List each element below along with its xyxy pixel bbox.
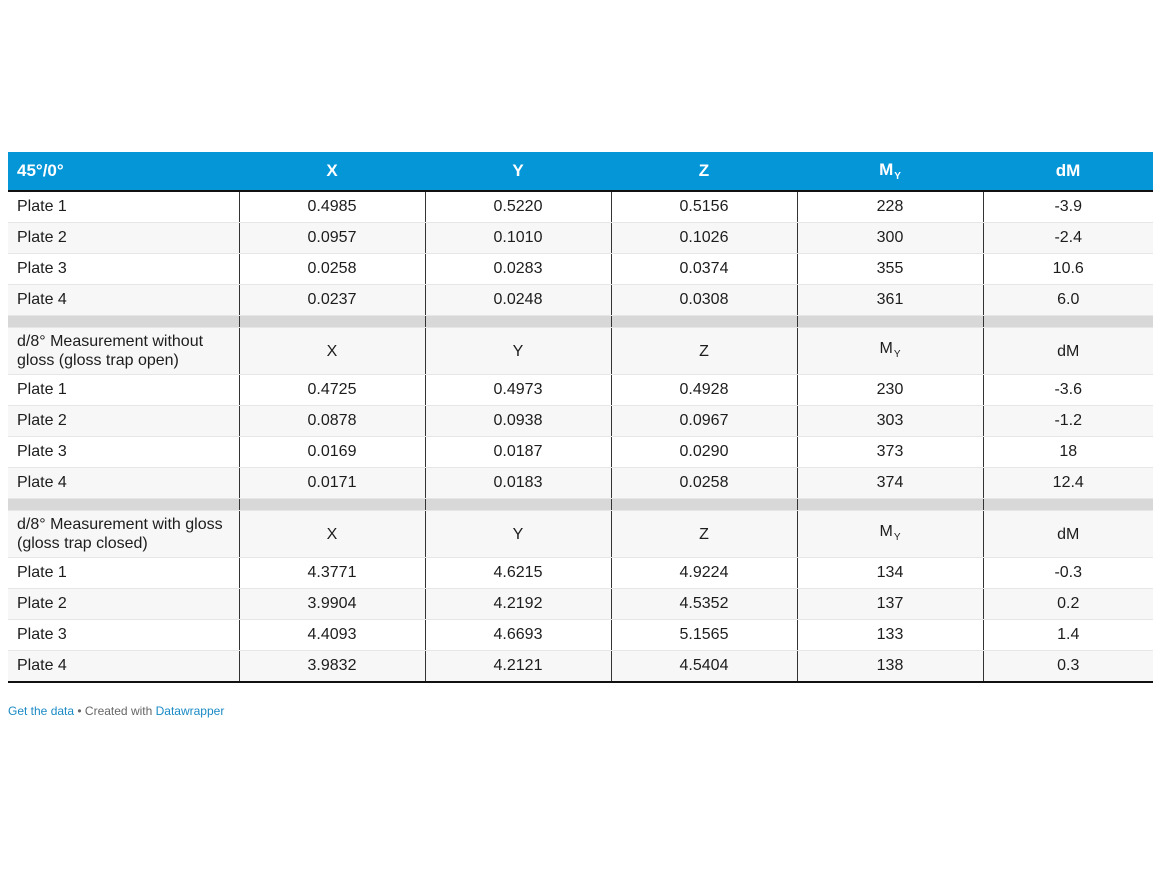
table-row: [8, 375, 1153, 406]
value-cell: 4.2121: [425, 651, 611, 683]
value-cell: -3.6: [983, 375, 1153, 406]
section-subheader-cell: [425, 328, 611, 375]
value-cell: 0.0258: [239, 254, 425, 285]
table-row: [8, 254, 1153, 285]
measurement-table: [8, 152, 1153, 683]
value-cell: 0.1010: [425, 223, 611, 254]
spacer-cell: [983, 316, 1153, 328]
value-cell: 3.9904: [239, 589, 425, 620]
subheader-label: dM: [1057, 525, 1080, 543]
table-row: [8, 620, 1153, 651]
value-cell: 4.5404: [611, 651, 797, 683]
subheader-label: dM: [1057, 342, 1080, 360]
table-row: [8, 191, 1153, 223]
section-subheader-cell: [797, 328, 983, 375]
spacer-cell: [8, 499, 239, 511]
section-subheader-cell: [983, 328, 1153, 375]
value-cell: 374: [797, 468, 983, 499]
row-label-cell: Plate 4: [8, 285, 239, 316]
spacer-cell: [425, 499, 611, 511]
footer: [8, 704, 224, 718]
value-cell: 0.0290: [611, 437, 797, 468]
get-the-data-link[interactable]: Get the data: [8, 704, 75, 718]
value-cell: 303: [797, 406, 983, 437]
table-body: [8, 191, 1153, 682]
value-cell: 4.9224: [611, 558, 797, 589]
value-cell: 0.0878: [239, 406, 425, 437]
value-cell: 4.3771: [239, 558, 425, 589]
value-cell: 0.0258: [611, 468, 797, 499]
value-cell: 12.4: [983, 468, 1153, 499]
value-cell: 0.4928: [611, 375, 797, 406]
spacer-cell: [8, 316, 239, 328]
table-row: [8, 558, 1153, 589]
value-cell: 0.0374: [611, 254, 797, 285]
value-cell: 4.6215: [425, 558, 611, 589]
value-cell: 355: [797, 254, 983, 285]
subheader-my-subscript: Y: [893, 348, 901, 360]
header-cell[interactable]: 45°/0°: [8, 152, 239, 191]
value-cell: 0.0308: [611, 285, 797, 316]
spacer-cell: [797, 316, 983, 328]
section-subheader-cell: [611, 511, 797, 558]
value-cell: 0.0248: [425, 285, 611, 316]
header-cell[interactable]: X: [239, 152, 425, 191]
section-subheader-cell: [425, 511, 611, 558]
value-cell: 228: [797, 191, 983, 223]
subheader-label: X: [326, 525, 338, 543]
value-cell: 0.4973: [425, 375, 611, 406]
value-cell: 0.3: [983, 651, 1153, 683]
spacer-cell: [239, 499, 425, 511]
section-header-row: [8, 328, 1153, 375]
value-cell: 0.5156: [611, 191, 797, 223]
value-cell: 0.0957: [239, 223, 425, 254]
header-cell[interactable]: dM: [983, 152, 1153, 191]
value-cell: 0.0967: [611, 406, 797, 437]
value-cell: 137: [797, 589, 983, 620]
value-cell: 230: [797, 375, 983, 406]
section-title: d/8° Measurement without gloss (gloss trap open): [8, 328, 239, 375]
header-cell[interactable]: Y: [425, 152, 611, 191]
value-cell: 4.6693: [425, 620, 611, 651]
subheader-label: Y: [512, 342, 524, 360]
row-label-cell: Plate 3: [8, 437, 239, 468]
value-cell: 0.0187: [425, 437, 611, 468]
spacer-cell: [425, 316, 611, 328]
value-cell: 361: [797, 285, 983, 316]
value-cell: 18: [983, 437, 1153, 468]
value-cell: 0.1026: [611, 223, 797, 254]
subheader-label: Z: [699, 342, 709, 360]
value-cell: 3.9832: [239, 651, 425, 683]
subheader-label: Y: [512, 525, 524, 543]
value-cell: -1.2: [983, 406, 1153, 437]
spacer-cell: [611, 499, 797, 511]
table-row: [8, 468, 1153, 499]
table-row: [8, 651, 1153, 683]
value-cell: 0.0938: [425, 406, 611, 437]
value-cell: 0.0169: [239, 437, 425, 468]
value-cell: 1.4: [983, 620, 1153, 651]
data-table-container: [8, 152, 1153, 683]
value-cell: 5.1565: [611, 620, 797, 651]
header-my-subscript: Y: [894, 171, 901, 182]
header-row: [8, 152, 1153, 191]
footer-created-with: • Created with: [74, 704, 156, 718]
table-row: [8, 285, 1153, 316]
value-cell: 138: [797, 651, 983, 683]
row-label-cell: Plate 3: [8, 254, 239, 285]
table-row: [8, 406, 1153, 437]
table-row: [8, 589, 1153, 620]
section-subheader-cell: [983, 511, 1153, 558]
value-cell: 4.5352: [611, 589, 797, 620]
value-cell: 0.4725: [239, 375, 425, 406]
section-subheader-cell: [611, 328, 797, 375]
value-cell: 0.5220: [425, 191, 611, 223]
section-subheader-cell: [239, 328, 425, 375]
subheader-label: M: [879, 339, 893, 357]
row-label-cell: Plate 1: [8, 558, 239, 589]
value-cell: -2.4: [983, 223, 1153, 254]
section-subheader-cell: [797, 511, 983, 558]
row-label-cell: Plate 4: [8, 651, 239, 683]
row-label-cell: Plate 4: [8, 468, 239, 499]
datawrapper-link[interactable]: Datawrapper: [155, 704, 225, 718]
value-cell: 0.4985: [239, 191, 425, 223]
spacer-cell: [797, 499, 983, 511]
value-cell: 373: [797, 437, 983, 468]
value-cell: 4.4093: [239, 620, 425, 651]
table-row: [8, 437, 1153, 468]
value-cell: 6.0: [983, 285, 1153, 316]
value-cell: 134: [797, 558, 983, 589]
row-label-cell: Plate 1: [8, 375, 239, 406]
row-label-cell: Plate 1: [8, 191, 239, 223]
value-cell: 0.0283: [425, 254, 611, 285]
subheader-label: X: [326, 342, 338, 360]
value-cell: 10.6: [983, 254, 1153, 285]
header-cell[interactable]: Z: [611, 152, 797, 191]
subheader-label: M: [879, 522, 893, 540]
section-subheader-cell: [239, 511, 425, 558]
subheader-label: Z: [699, 525, 709, 543]
spacer-cell: [239, 316, 425, 328]
row-label-cell: Plate 2: [8, 589, 239, 620]
section-header-row: [8, 511, 1153, 558]
spacer-cell: [983, 499, 1153, 511]
value-cell: 300: [797, 223, 983, 254]
value-cell: 0.2: [983, 589, 1153, 620]
row-label-cell: Plate 2: [8, 223, 239, 254]
value-cell: -0.3: [983, 558, 1153, 589]
spacer-cell: [611, 316, 797, 328]
value-cell: -3.9: [983, 191, 1153, 223]
value-cell: 4.2192: [425, 589, 611, 620]
value-cell: 0.0171: [239, 468, 425, 499]
header-my-label: M: [879, 160, 894, 179]
value-cell: 133: [797, 620, 983, 651]
row-label-cell: Plate 2: [8, 406, 239, 437]
table-row: [8, 223, 1153, 254]
section-spacer: [8, 316, 1153, 328]
section-title: d/8° Measurement with gloss (gloss trap closed): [8, 511, 239, 558]
section-spacer: [8, 499, 1153, 511]
value-cell: 0.0237: [239, 285, 425, 316]
table-header: [8, 152, 1153, 191]
header-cell[interactable]: [797, 152, 983, 191]
value-cell: 0.0183: [425, 468, 611, 499]
subheader-my-subscript: Y: [893, 531, 901, 543]
row-label-cell: Plate 3: [8, 620, 239, 651]
